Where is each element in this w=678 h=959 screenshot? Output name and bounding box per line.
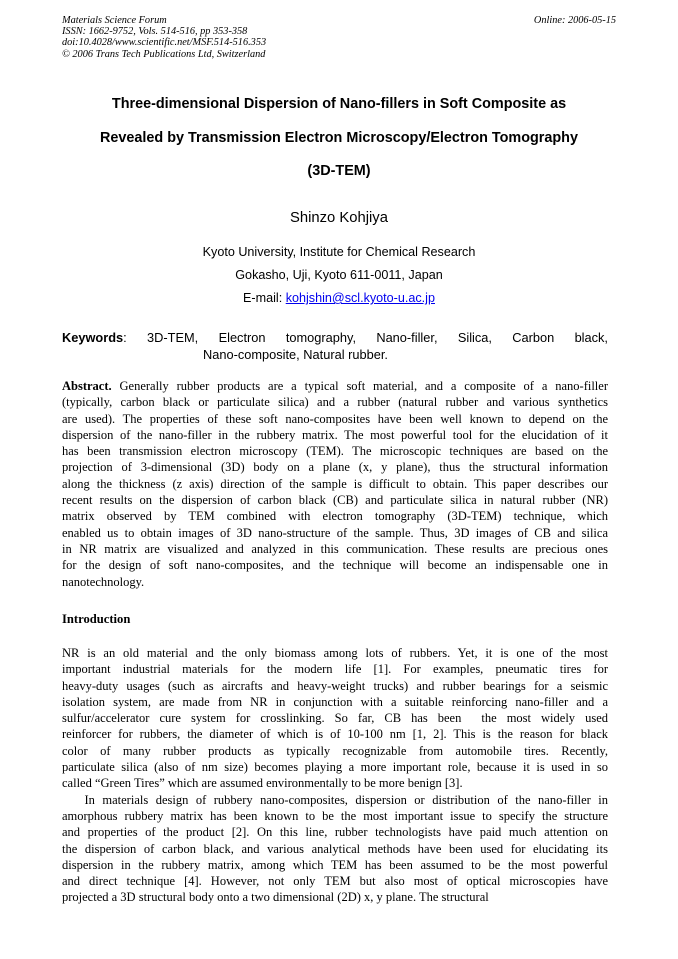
line-text: called “Green Tires” which are assumed environmentally to be more benign [3]. (62, 776, 463, 791)
text-line (62, 427, 608, 443)
line-text: dispersion of the nano-filler in the rubbery matrix. The most powerful tool for the elucidation of it (62, 427, 608, 442)
text-line (62, 574, 608, 590)
doi-line: doi:10.4028/www.scientific.net/MSF.514-516.353 (62, 37, 267, 49)
text-line (62, 678, 608, 694)
line-text: amorphous rubbery matrix has been known to be the most important issue to specify the structure (62, 808, 608, 823)
text-line (62, 857, 608, 873)
text-line (62, 808, 608, 824)
keyword-item: Electron (218, 330, 266, 345)
paper-title (62, 88, 616, 189)
line-text: has been transmission electron microscopy (TEM). The microscopic techniques are based on the (62, 444, 608, 459)
abstract-label: Abstract. (62, 379, 112, 393)
title-line-1: Three-dimensional Dispersion of Nano-fillers in Soft Composite as (111, 96, 567, 112)
author-name: Shinzo Kohjiya (290, 210, 388, 226)
line-text: are used). The properties of these soft nano-composites have been well known to depend on the (62, 411, 608, 426)
text-line (62, 694, 608, 710)
online-date: Online: 2006-05-15 (533, 15, 616, 26)
line-text: sulfur/accelerator cure system for crosslinking. So far, CB has been the most widely used (62, 711, 608, 726)
text-line (62, 645, 608, 661)
text-line (62, 411, 608, 427)
line-text: heavy-duty usages (such as aircrafts and heavy-weight trucks) and rubber bearings for a seismic (62, 678, 608, 693)
text-line (62, 443, 608, 459)
line-text: (typically, carbon black or particulate silica) and a rubber (natural rubber and various synthetics (62, 395, 608, 410)
line-text: projection of 3-dimensional (3D) body on a plane (x, y plane), thus the structural information (62, 460, 608, 475)
text-line (62, 775, 608, 791)
keywords-colon: : (123, 330, 127, 345)
line-text: for the design of soft nano-composites, and the technique will become an indispensable one in (62, 558, 608, 573)
text-line (62, 508, 608, 524)
line-text: important industrial materials for the modern life [1]. For examples, pneumatic tires for (62, 662, 608, 677)
keyword-item: tomography, (285, 330, 357, 345)
line-text: In materials design of rubbery nano-composites, dispersion or distribution of the nano-filler in (62, 792, 608, 807)
text-line (62, 824, 608, 840)
introduction-heading: Introduction (62, 612, 131, 626)
keywords-line-2: Nano-composite, Natural rubber. (203, 347, 388, 362)
affiliation-email (62, 291, 616, 305)
text-line (62, 759, 608, 775)
line-text: matrix observed by TEM combined with electron tomography (3D-TEM) technique, which (62, 509, 608, 524)
line-text: projected a 3D structural body onto a two dimensional (2D) x, y plane. The structural (62, 890, 489, 905)
text-line (62, 889, 608, 905)
line-text: Generally rubber products are a typical soft material, and a composite of a nano-filler (111, 379, 608, 393)
line-text: particulate silica (also of nm size) becomes playing a more important role, because it is used in so (62, 760, 608, 775)
line-text: reinforcer for rubbers, the diameter of which is of 10-100 nm [1, 2]. This is the reason for black (62, 727, 608, 742)
text-line (62, 492, 608, 508)
keywords-block (62, 329, 608, 363)
title-line-2: Revealed by Transmission Electron Microscopy/Electron Tomography (100, 129, 578, 146)
text-line (62, 726, 608, 742)
text-line (62, 476, 608, 492)
affiliation-address: Gokasho, Uji, Kyoto 611-0011, Japan (235, 268, 443, 282)
line-text: isolation system, are made from NR in conjunction with a suitable reinforcing nano-filler and a (62, 694, 608, 709)
keywords-label-group (62, 329, 127, 346)
line-text: dispersion in the rubbery matrix, among which TEM has been assumed to be the most powerful (62, 857, 608, 872)
line-text: recent results on the dispersion of carbon black (CB) and particulate silica in natural rubber (NR) (62, 493, 608, 508)
text-line (62, 661, 608, 677)
line-text: color of many rubber products as typically recognizable from automobile tires. Recently, (62, 743, 608, 758)
keyword-item: Carbon (512, 330, 555, 345)
text-line (62, 873, 608, 889)
line-text: and properties of the product [2]. On this line, rubber technologists have paid much attention on (62, 825, 608, 840)
keyword-item: 3D-TEM, (147, 330, 199, 345)
keyword-item: Nano-filler, (376, 330, 438, 345)
journal-name: Materials Science Forum (62, 15, 167, 26)
text-line (62, 792, 608, 808)
line-text: the dispersion of carbon black, and various analytical methods have been used for elucidating its (62, 841, 608, 856)
keywords-line-1 (62, 329, 608, 346)
affiliation-institute: Kyoto University, Institute for Chemical Research (202, 245, 476, 259)
text-line (62, 459, 608, 475)
keyword-item: Silica, (457, 330, 492, 345)
email-label: E-mail: (243, 291, 286, 305)
text-line (62, 525, 608, 541)
text-line (62, 378, 608, 394)
copyright-line: © 2006 Trans Tech Publications Ltd, Switzerland (62, 48, 266, 60)
line-text: in NR matrix are visualized and analyzed in this communication. These results are precious ones (62, 541, 608, 556)
issn-line: ISSN: 1662-9752, Vols. 514-516, pp 353-358 (62, 26, 248, 38)
text-line (62, 710, 608, 726)
text-line (62, 394, 608, 410)
text-line (62, 743, 608, 759)
title-line-3: (3D-TEM) (307, 163, 371, 179)
text-line (62, 541, 608, 557)
email-link[interactable]: kohjshin@scl.kyoto-u.ac.jp (285, 291, 435, 305)
line-text: nanotechnology. (62, 574, 145, 589)
abstract-paragraph (62, 378, 608, 590)
text-line (62, 841, 608, 857)
introduction-paragraph (62, 645, 608, 906)
line-text: enabled us to obtain images of 3D nano-structure of the sample. Thus, 3D images of CB and silica (62, 525, 608, 540)
keywords-label: Keywords (62, 330, 124, 345)
line-text: along the thickness (z axis) direction of the sample is difficult to obtain. This paper describes our (62, 476, 608, 491)
keyword-item: black, (574, 330, 608, 345)
line-text: and direct technique [4]. However, not only TEM but also most of optical microscopies have (62, 874, 608, 889)
running-header (62, 15, 616, 60)
line-text: NR is an old material and the only biomass among lots of rubbers. Yet, it is one of the most (62, 646, 608, 660)
text-line (62, 557, 608, 573)
